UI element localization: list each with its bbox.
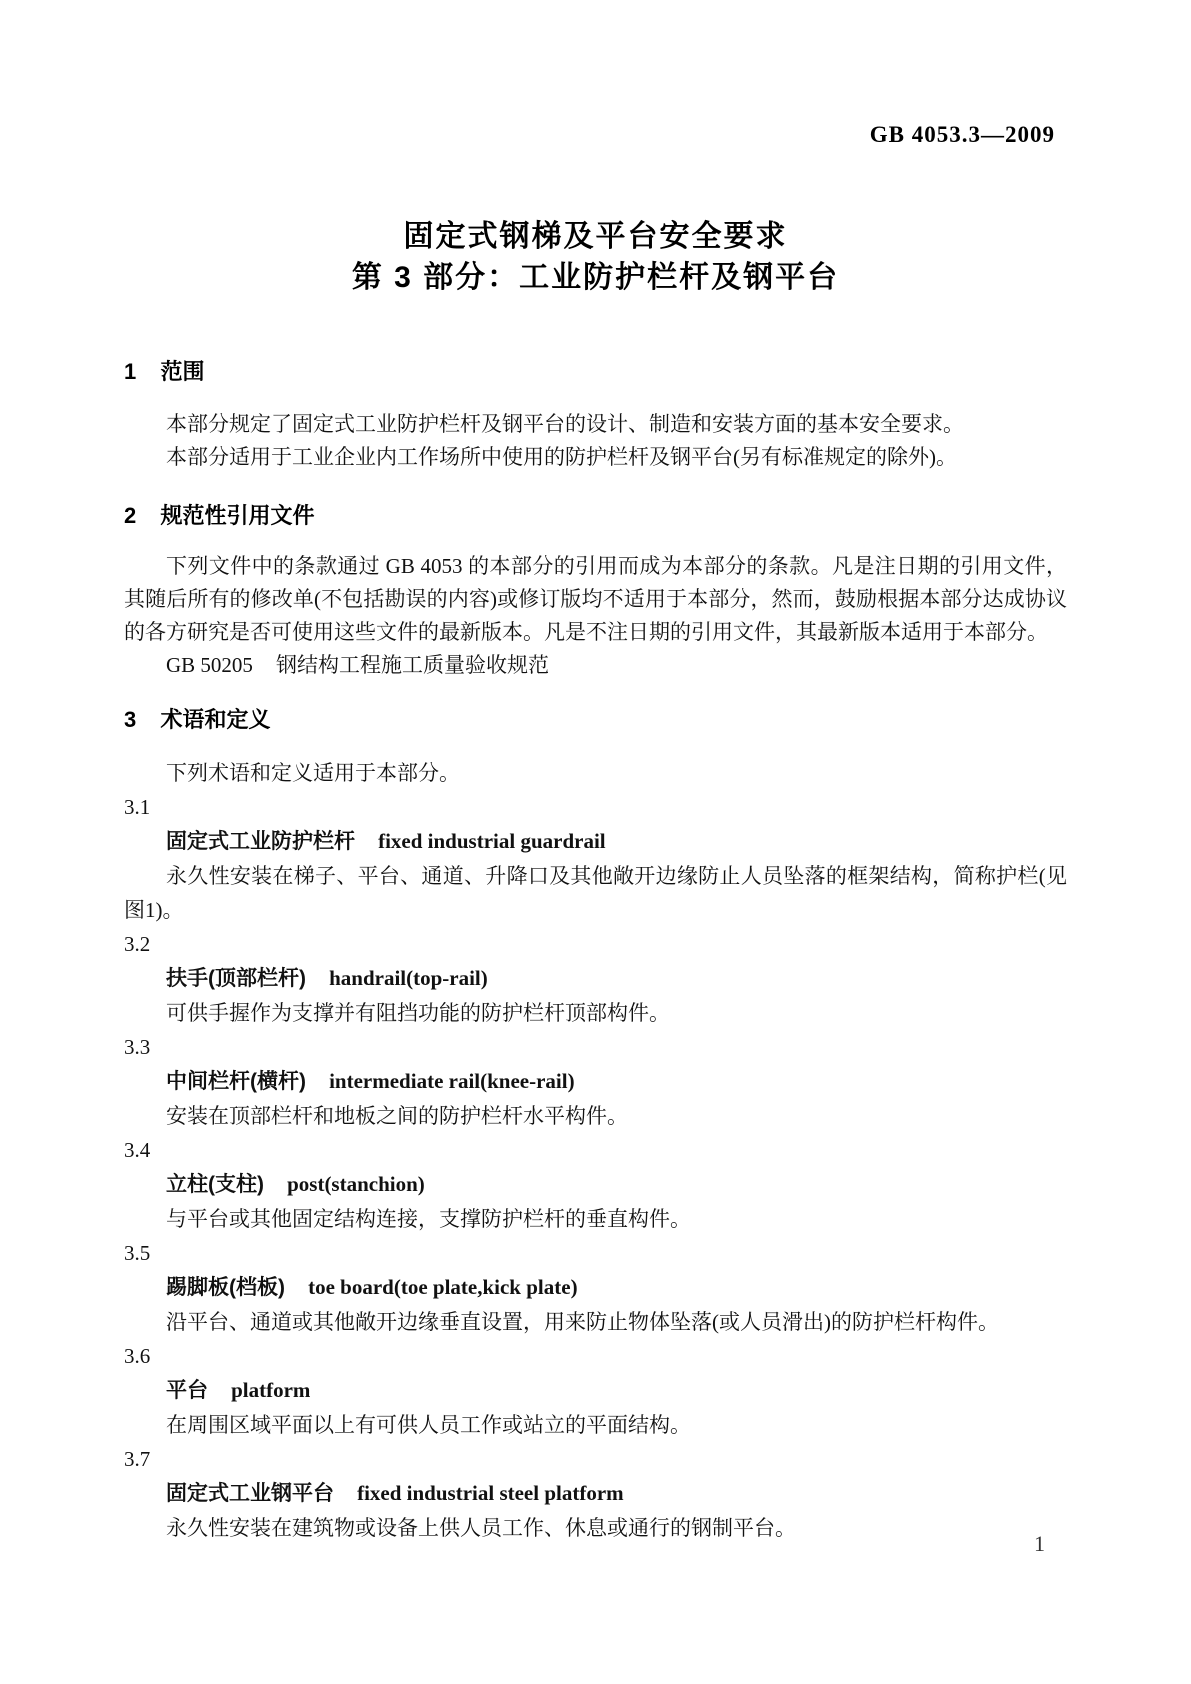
term-3-4-number: 3.4	[124, 1138, 151, 1162]
term-3-5-name-line	[124, 1270, 1067, 1305]
term-3-7-definition: 永久性安装在建筑物或设备上供人员工作、休息或通行的钢制平台。	[166, 1516, 796, 1540]
term-3-2-english: handrail(top-rail)	[329, 966, 488, 990]
clause-1-paragraph-2: 本部分适用于工业企业内工作场所中使用的防护栏杆及钢平台(另有标准规定的除外)。	[166, 445, 957, 469]
term-3-2-chinese: 扶手(顶部栏杆)	[166, 967, 306, 990]
document-title-line1: 固定式钢梯及平台安全要求	[403, 220, 788, 253]
clause-2-paragraph-1: 下列文件中的条款通过 GB 4053 的本部分的引用而成为本部分的条款。凡是注日期的引用文件，其随后所有的修改单(不包括勘误的内容)或修订版均不适用于本部分，然而，鼓励根据本部分达成协议的各方研究是否可使用这些文件的最新版本。凡是不注日期的引用文件，其最新版本适用于本部分。	[124, 554, 1067, 644]
page-number: 1	[1034, 1531, 1045, 1556]
standard-number: GB 4053.3—2009	[869, 122, 1055, 147]
clause-2-title: 规范性引用文件	[160, 503, 315, 528]
clause-3-heading	[124, 704, 1067, 736]
term-3-1-number: 3.1	[124, 795, 151, 819]
term-3-7-chinese: 固定式工业钢平台	[166, 1482, 334, 1505]
normative-reference	[124, 649, 1067, 682]
term-3-4-english: post(stanchion)	[287, 1172, 425, 1196]
term-3-2-definition: 可供手握作为支撑并有阻挡功能的防护栏杆顶部构件。	[166, 1001, 670, 1025]
term-3-1-definition: 永久性安装在梯子、平台、通道、升降口及其他敞开边缘防止人员坠落的框架结构，简称护栏(见图1)。	[124, 864, 1067, 922]
clause-3-title: 术语和定义	[160, 707, 271, 732]
reference-code: GB 50205	[166, 653, 253, 677]
term-3-5-chinese: 踢脚板(档板)	[166, 1276, 285, 1299]
term-3-3-english: intermediate rail(knee-rail)	[329, 1069, 575, 1093]
term-3-4-name-line	[124, 1167, 1067, 1202]
clause-1-title: 范围	[160, 359, 205, 384]
document-title-line2: 第 3 部分：工业防护栏杆及钢平台	[351, 261, 840, 294]
term-3-1-english: fixed industrial guardrail	[378, 829, 606, 853]
term-3-7-name-line	[124, 1476, 1067, 1511]
term-3-1-name-line	[124, 824, 1067, 859]
term-3-3-definition: 安装在顶部栏杆和地板之间的防护栏杆水平构件。	[166, 1104, 628, 1128]
terms-intro: 下列术语和定义适用于本部分。	[166, 761, 460, 785]
term-3-3-chinese: 中间栏杆(横杆)	[166, 1070, 306, 1093]
terms-and-definitions	[124, 756, 1067, 1545]
term-3-7-english: fixed industrial steel platform	[357, 1481, 624, 1505]
term-3-6-english: platform	[231, 1378, 311, 1402]
term-3-3-number: 3.3	[124, 1035, 151, 1059]
clause-2-heading	[124, 500, 1067, 532]
clause-1-heading	[124, 356, 1067, 388]
term-3-3-name-line	[124, 1064, 1067, 1099]
term-3-6-chinese: 平台	[166, 1379, 208, 1402]
term-3-5-english: toe board(toe plate,kick plate)	[308, 1275, 578, 1299]
document-title	[124, 216, 1067, 298]
term-3-1-chinese: 固定式工业防护栏杆	[166, 830, 355, 853]
term-3-5-definition: 沿平台、通道或其他敞开边缘垂直设置，用来防止物体坠落(或人员滑出)的防护栏杆构件。	[166, 1310, 999, 1334]
term-3-4-chinese: 立柱(支柱)	[166, 1173, 264, 1196]
clause-1-number: 1	[124, 359, 137, 384]
clause-3-number: 3	[124, 707, 137, 732]
term-3-5-number: 3.5	[124, 1241, 151, 1265]
clause-2-number: 2	[124, 503, 137, 528]
reference-name: 钢结构工程施工质量验收规范	[276, 653, 550, 677]
term-3-6-number: 3.6	[124, 1344, 151, 1368]
clause-1-paragraph-1: 本部分规定了固定式工业防护栏杆及钢平台的设计、制造和安装方面的基本安全要求。	[166, 412, 964, 436]
term-3-2-name-line	[124, 961, 1067, 996]
term-3-6-definition: 在周围区域平面以上有可供人员工作或站立的平面结构。	[166, 1413, 691, 1437]
term-3-4-definition: 与平台或其他固定结构连接，支撑防护栏杆的垂直构件。	[166, 1207, 691, 1231]
term-3-2-number: 3.2	[124, 932, 151, 956]
term-3-7-number: 3.7	[124, 1447, 151, 1471]
term-3-6-name-line	[124, 1373, 1067, 1408]
